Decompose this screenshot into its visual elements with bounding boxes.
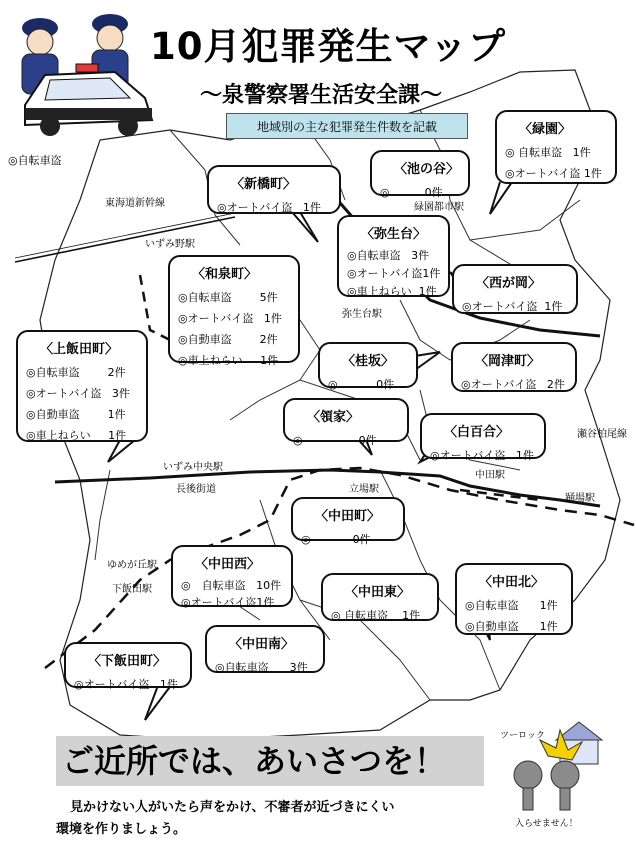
label-yayoidai-station: 弥生台駅 [342, 309, 382, 320]
label-segaya-kasao-line: 瀬谷柏尾線 [577, 429, 627, 440]
district-okatsu: 〈岡津町〉 ◎オートバイ盗 2件 [451, 342, 577, 392]
district-ryokuen: 〈緑園〉 ◎ 自転車盗 1件 ◎オートバイ盗 1件 [495, 110, 617, 184]
district-yayoidai: 〈弥生台〉 ◎自転車盗 3件 ◎オートバイ盗1件 ◎車上ねらい 1件 [337, 215, 450, 297]
label-shinkansen: 東海道新幹線 [105, 198, 165, 209]
district-ryoke: 〈領家〉 ◎ 0件 [283, 398, 409, 442]
district-nakadaminami: 〈中田南〉 ◎自転車盗 3件 [205, 625, 325, 673]
district-shinbashi: 〈新橋町〉 ◎オートバイ盗 1件 [207, 165, 341, 214]
district-nishigaoka: 〈西が岡〉 ◎オートバイ盗 1件 [452, 264, 578, 314]
label-ryokuentoshi-station: 緑園都市駅 [414, 202, 464, 213]
page-title: 10月犯罪発生マップ [150, 25, 507, 68]
lock-caption-top: ツーロック [500, 731, 545, 741]
page-subtitle: ～泉警察署生活安全課～ [200, 83, 443, 108]
left-note: ◎自転車盗 [8, 154, 62, 167]
greeting-banner: ご近所では、あいさつを！ [56, 736, 484, 786]
district-name: 〈中田町〉 [315, 509, 381, 524]
district-name: 〈桂坂〉 [342, 354, 395, 369]
district-kamiiida: 〈上飯田町〉 ◎自転車盗 2件 ◎オートバイ盗 3件 ◎自動車盗 1件 ◎車上ねらい 1件 [16, 330, 148, 442]
district-katsurazaka: 〈桂坂〉 ◎ 0件 [318, 342, 418, 388]
district-name: 〈和泉町〉 [192, 267, 258, 282]
district-name: 〈白百合〉 [444, 425, 510, 440]
label-izumichuo-station: いずみ中央駅 [163, 462, 223, 473]
district-name: 〈緑園〉 [519, 122, 572, 137]
district-name: 〈中田東〉 [345, 585, 411, 600]
district-name: 〈領家〉 [307, 410, 360, 425]
lock-caption-bottom: 入らせません！ [515, 819, 578, 829]
district-ikenoya: 〈池の谷〉 ◎ 0件 [370, 150, 470, 196]
dashed-road-north [140, 275, 170, 340]
note-box: 地域別の主な犯罪発生件数を記載 [226, 113, 468, 139]
district-name: 〈中田西〉 [195, 557, 261, 572]
district-name: 〈池の谷〉 [394, 162, 460, 177]
district-name: 〈西が岡〉 [476, 276, 542, 291]
district-shimoiida: 〈下飯田町〉 ◎オートバイ盗 1件 [64, 642, 192, 688]
footer-line-1: 見かけない人がいたら声をかけ、不審者が近づきにくい [70, 800, 395, 815]
district-name: 〈弥生台〉 [361, 227, 427, 242]
label-izumino-station: いずみ野駅 [145, 239, 195, 250]
district-name: 〈中田南〉 [229, 637, 295, 652]
footer-line-2: 環境を作りましょう。 [56, 822, 187, 837]
district-nakadakita: 〈中田北〉 ◎自転車盗 1件 ◎自動車盗 1件 [455, 563, 573, 635]
label-yumegaoka-station: ゆめが丘駅 [107, 560, 157, 571]
district-name: 〈上飯田町〉 [40, 342, 119, 357]
label-nakada-station: 中田駅 [475, 470, 505, 481]
label-nagago-kaido: 長後街道 [176, 484, 216, 495]
district-izumicho: 〈和泉町〉 ◎自転車盗 5件 ◎オートバイ盗 1件 ◎自動車盗 2件 ◎車上ねらい 1件 [168, 255, 300, 363]
district-nakadahigashi: 〈中田東〉 ◎ 自転車盗 1件 [321, 573, 439, 621]
district-nakadanishi: 〈中田西〉 ◎ 自転車盗 10件 ◎オートバイ盗1件 [171, 545, 293, 607]
district-name: 〈中田北〉 [479, 575, 545, 590]
district-nakadacho: 〈中田町〉 ◎ 0件 [291, 497, 405, 541]
patrol-car-illustration [25, 64, 152, 136]
district-name: 〈下飯田町〉 [88, 654, 167, 669]
label-shimoiida-station: 下飯田駅 [112, 584, 152, 595]
label-odoriba-station: 踊場駅 [565, 493, 595, 504]
district-name: 〈岡津町〉 [475, 354, 541, 369]
district-name: 〈新橋町〉 [231, 177, 297, 192]
label-tateba-station: 立場駅 [349, 484, 379, 495]
district-shirayuri: 〈白百合〉 ◎オートバイ盗 1件 [420, 413, 546, 459]
